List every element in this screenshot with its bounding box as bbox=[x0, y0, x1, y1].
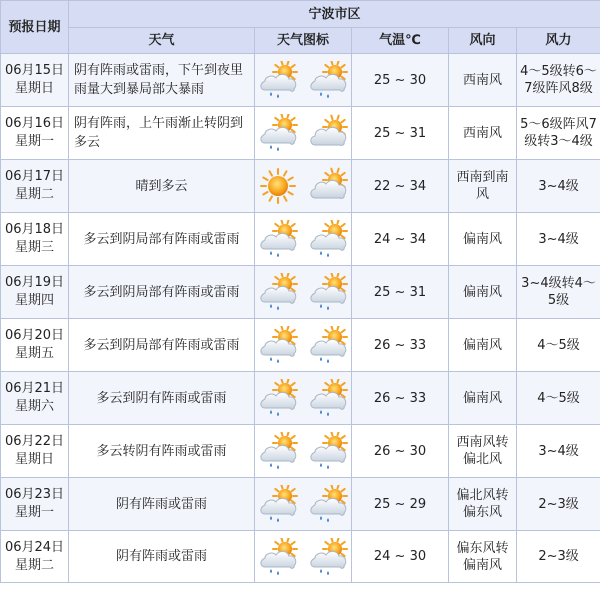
date-cell bbox=[1, 478, 69, 531]
weekday-text: 星期日 bbox=[14, 81, 54, 96]
temperature-cell: 25 ~ 30 bbox=[352, 54, 449, 107]
date-cell bbox=[1, 160, 69, 213]
weather-icons-cell bbox=[255, 160, 352, 213]
weekday-text: 星期四 bbox=[14, 293, 54, 308]
wind-direction-cell: 偏东风转偏南风 bbox=[449, 531, 517, 583]
wind-force-cell: 3~4级转4～5级 bbox=[517, 266, 600, 319]
weekday-text: 星期二 bbox=[14, 557, 54, 573]
table-row bbox=[1, 54, 600, 107]
temperature-cell: 25 ~ 31 bbox=[352, 107, 449, 160]
wind-force-cell: 3~4级 bbox=[517, 160, 600, 213]
date-text: 06月19日 bbox=[4, 275, 65, 290]
date-cell bbox=[1, 54, 69, 107]
table-row bbox=[1, 319, 600, 372]
wind-force-cell: 5～6级阵风7级转3～4级 bbox=[517, 107, 600, 160]
partly-cloudy-rain-icon bbox=[257, 538, 299, 576]
weather-icons-cell bbox=[255, 213, 352, 266]
region-header: 宁波市区 bbox=[69, 1, 600, 28]
date-text: 06月23日 bbox=[4, 487, 65, 502]
wind-direction-cell: 西南风 bbox=[449, 107, 517, 160]
date-text: 06月22日 bbox=[4, 434, 65, 449]
weekday-text: 星期六 bbox=[14, 399, 54, 414]
wind-force-cell: 4～5级 bbox=[517, 319, 600, 372]
wind-force-cell: 2~3级 bbox=[517, 478, 600, 531]
wind-direction-cell: 西南风转偏北风 bbox=[449, 425, 517, 478]
wind-direction-column-header: 风向 bbox=[449, 28, 517, 54]
partly-cloudy-rain-icon bbox=[307, 61, 349, 99]
wind-direction-cell: 偏南风 bbox=[449, 266, 517, 319]
weather-icons-cell bbox=[255, 478, 352, 531]
sun-icon bbox=[257, 167, 299, 205]
table-row bbox=[1, 107, 600, 160]
table-row bbox=[1, 478, 600, 531]
partly-cloudy-rain-icon bbox=[257, 432, 299, 470]
wind-direction-cell: 西南到南风 bbox=[449, 160, 517, 213]
temperature-cell: 25 ~ 31 bbox=[352, 266, 449, 319]
partly-cloudy-icon bbox=[307, 114, 349, 152]
temperature-cell: 24 ~ 34 bbox=[352, 213, 449, 266]
partly-cloudy-rain-icon bbox=[307, 485, 349, 523]
weather-description: 阴有阵雨或雷雨 bbox=[69, 478, 255, 531]
partly-cloudy-rain-icon bbox=[257, 485, 299, 523]
weather-icons-cell bbox=[255, 319, 352, 372]
table-row bbox=[1, 425, 600, 478]
weather-description: 多云到阴有阵雨或雷雨 bbox=[69, 372, 255, 425]
date-cell bbox=[1, 213, 69, 266]
partly-cloudy-rain-icon bbox=[307, 432, 349, 470]
wind-force-column-header: 风力 bbox=[517, 28, 600, 54]
temperature-cell: 26 ~ 33 bbox=[352, 319, 449, 372]
temperature-cell: 26 ~ 33 bbox=[352, 372, 449, 425]
partly-cloudy-rain-icon bbox=[257, 273, 299, 311]
date-column-header: 预报日期 bbox=[1, 1, 69, 54]
date-cell bbox=[1, 107, 69, 160]
weather-icons-cell bbox=[255, 372, 352, 425]
weather-column-header: 天气 bbox=[69, 28, 255, 54]
date-text: 06月17日 bbox=[4, 169, 65, 184]
weather-icons-cell bbox=[255, 531, 352, 583]
date-cell bbox=[1, 531, 69, 583]
temperature-cell: 22 ~ 34 bbox=[352, 160, 449, 213]
wind-force-cell: 4～5级转6～7级阵风8级 bbox=[517, 54, 600, 107]
table-row bbox=[1, 372, 600, 425]
date-cell bbox=[1, 319, 69, 372]
partly-cloudy-rain-icon bbox=[257, 326, 299, 364]
weekday-text: 星期一 bbox=[14, 134, 54, 149]
date-cell bbox=[1, 266, 69, 319]
date-cell bbox=[1, 372, 69, 425]
weather-description: 阴有阵雨或雷雨，下午到夜里雨量大到暴局部大暴雨 bbox=[69, 54, 255, 107]
wind-force-cell: 4～5级 bbox=[517, 372, 600, 425]
table-row bbox=[1, 531, 600, 583]
wind-force-cell: 3~4级 bbox=[517, 213, 600, 266]
weather-description: 多云到阴局部有阵雨或雷雨 bbox=[69, 266, 255, 319]
partly-cloudy-rain-icon bbox=[307, 538, 349, 576]
weekday-text: 星期二 bbox=[14, 187, 54, 202]
partly-cloudy-icon bbox=[307, 167, 349, 205]
partly-cloudy-rain-icon bbox=[307, 273, 349, 311]
weather-description: 多云到阴局部有阵雨或雷雨 bbox=[69, 213, 255, 266]
wind-direction-cell: 偏南风 bbox=[449, 372, 517, 425]
date-text: 06月15日 bbox=[4, 63, 65, 78]
weather-description: 多云转阴有阵雨或雷雨 bbox=[69, 425, 255, 478]
partly-cloudy-rain-icon bbox=[257, 114, 299, 152]
weather-icons-cell bbox=[255, 266, 352, 319]
date-text: 06月18日 bbox=[4, 222, 65, 237]
weather-description: 多云到阴局部有阵雨或雷雨 bbox=[69, 319, 255, 372]
wind-force-cell: 2~3级 bbox=[517, 531, 600, 583]
table-row bbox=[1, 266, 600, 319]
temperature-cell: 26 ~ 30 bbox=[352, 425, 449, 478]
temperature-column-header: 气温℃ bbox=[352, 28, 449, 54]
weather-description: 阴有阵雨或雷雨 bbox=[69, 531, 255, 583]
wind-force-cell: 3~4级 bbox=[517, 425, 600, 478]
weekday-text: 星期一 bbox=[14, 505, 54, 520]
partly-cloudy-rain-icon bbox=[307, 379, 349, 417]
partly-cloudy-rain-icon bbox=[307, 220, 349, 258]
icon-column-header: 天气图标 bbox=[255, 28, 352, 54]
weather-icons-cell bbox=[255, 54, 352, 107]
weather-icons-cell bbox=[255, 107, 352, 160]
wind-direction-cell: 偏北风转偏东风 bbox=[449, 478, 517, 531]
partly-cloudy-rain-icon bbox=[257, 61, 299, 99]
temperature-cell: 25 ~ 29 bbox=[352, 478, 449, 531]
wind-direction-cell: 西南风 bbox=[449, 54, 517, 107]
partly-cloudy-rain-icon bbox=[307, 326, 349, 364]
weekday-text: 星期三 bbox=[14, 240, 54, 255]
date-text: 06月21日 bbox=[4, 381, 65, 396]
weather-icons-cell bbox=[255, 425, 352, 478]
partly-cloudy-rain-icon bbox=[257, 379, 299, 417]
wind-direction-cell: 偏南风 bbox=[449, 319, 517, 372]
wind-direction-cell: 偏南风 bbox=[449, 213, 517, 266]
date-text: 06月20日 bbox=[4, 328, 65, 343]
date-text: 06月24日 bbox=[4, 539, 65, 555]
temperature-cell: 24 ~ 30 bbox=[352, 531, 449, 583]
table-row bbox=[1, 213, 600, 266]
weather-description: 阴有阵雨，上午雨渐止转阴到多云 bbox=[69, 107, 255, 160]
partly-cloudy-rain-icon bbox=[257, 220, 299, 258]
weekday-text: 星期五 bbox=[14, 346, 54, 361]
date-cell bbox=[1, 425, 69, 478]
date-text: 06月16日 bbox=[4, 116, 65, 131]
weather-description: 晴到多云 bbox=[69, 160, 255, 213]
table-row bbox=[1, 160, 600, 213]
weekday-text: 星期日 bbox=[14, 452, 54, 467]
